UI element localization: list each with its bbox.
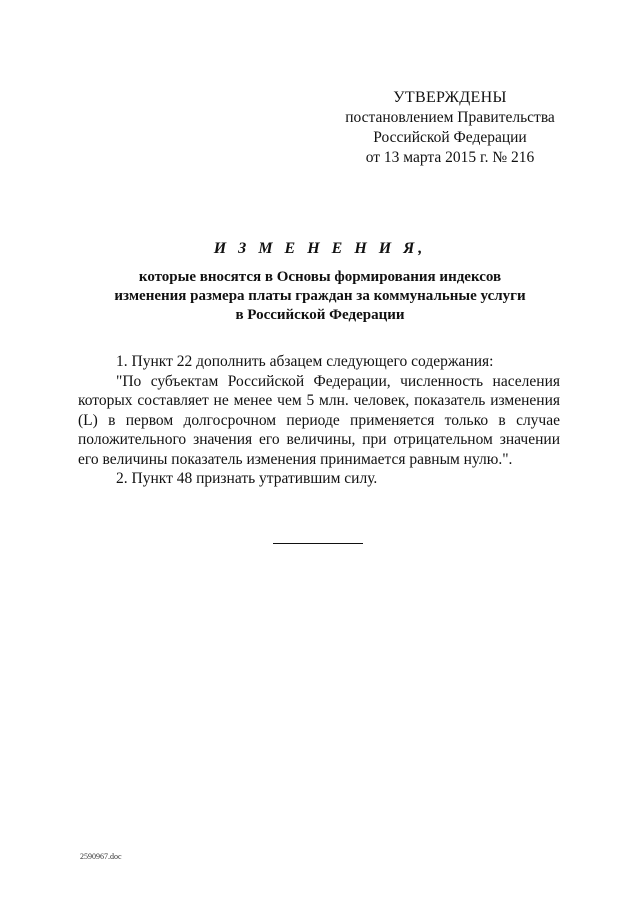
approval-line-1: постановлением Правительства xyxy=(345,109,555,126)
document-subtitle-line-1: которые вносятся в Основы формирования индексов xyxy=(138,269,502,285)
end-divider xyxy=(273,543,363,544)
paragraph-1: 1. Пункт 22 дополнить абзацем следующего содержания: xyxy=(116,353,494,370)
document-title: И З М Е Н Е Н И Я, xyxy=(213,240,427,257)
approval-line-2: Российской Федерации xyxy=(373,129,527,146)
document-subtitle-line-2: изменения размера платы граждан за коммунальные услуги xyxy=(114,288,526,304)
paragraph-2: "По субъектам Российской Федерации, численность населения которых составляет не менее чем 5 млн. человек, показатель изменения (L) в первом долгосрочном периоде применяется только в случае положительного значения его величины, при отрицательном значении его величины показатель изменения принимается равным нулю.". xyxy=(78,372,560,468)
document-body xyxy=(78,352,560,489)
approval-line-3: от 13 марта 2015 г. № 216 xyxy=(365,149,535,166)
footer-filename: 2590967.doc xyxy=(80,852,122,861)
approval-stamp xyxy=(330,88,570,168)
document-title-block xyxy=(80,240,560,325)
paragraph-3: 2. Пункт 48 признать утратившим силу. xyxy=(116,470,378,487)
approval-heading: УТВЕРЖДЕНЫ xyxy=(393,89,507,106)
document-subtitle-line-3: в Российской Федерации xyxy=(235,307,405,323)
